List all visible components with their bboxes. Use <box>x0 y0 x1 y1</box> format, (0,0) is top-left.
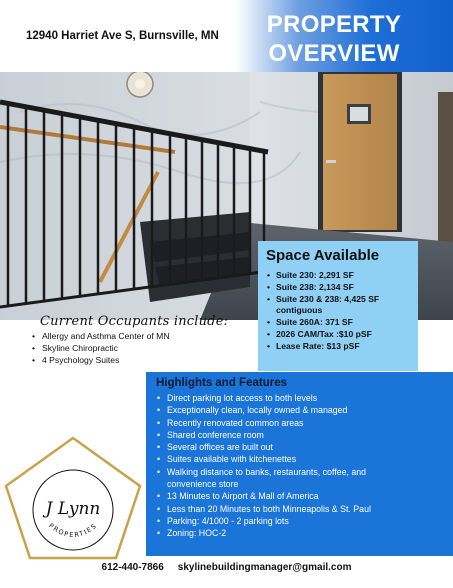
highlight-item: • Parking: 4/1000 - 2 parking lots <box>156 515 448 527</box>
space-item: • Suite 230 & 238: 4,425 SF <box>266 294 416 306</box>
space-item: • 2026 CAM/Tax :$10 pSF <box>266 329 416 341</box>
highlight-item: • Several offices are built out <box>156 441 448 453</box>
occupant-item: • Skyline Chiropractic <box>32 343 170 355</box>
email-address[interactable]: skylinebuildingmanager@gmail.com <box>177 562 352 573</box>
highlights-list <box>156 392 448 540</box>
highlight-item: • 13 Minutes to Airport & Mall of America <box>156 490 448 502</box>
logo-word: PROPERTIES <box>47 521 99 540</box>
phone-number[interactable]: 612-440-7866 <box>101 562 164 573</box>
space-available-list <box>266 270 416 353</box>
space-item-continuation: contiguous <box>276 305 323 316</box>
highlight-item: • Walking distance to banks, restaurants, coffee, and <box>156 466 448 478</box>
page-title <box>254 10 414 68</box>
space-item: • Lease Rate: $13 pSF <box>266 341 416 353</box>
highlight-item: • Direct parking lot access to both levels <box>156 392 448 404</box>
property-address: 12940 Harriet Ave S, Burnsville, MN <box>26 30 219 42</box>
highlight-item: • Zoning: HOC-2 <box>156 527 448 539</box>
space-item: • Suite 260A: 371 SF <box>266 317 416 329</box>
highlight-item: • Less than 20 Minutes to both Minneapolis & St. Paul <box>156 503 448 515</box>
occupant-item: • Allergy and Asthma Center of MN <box>32 331 170 343</box>
occupants-list <box>32 331 170 366</box>
highlight-item: • Exceptionally clean, locally owned & managed <box>156 404 448 416</box>
highlight-item: • Recently renovated common areas <box>156 417 448 429</box>
occupants-title: Current Occupants include: <box>40 314 229 329</box>
title-line-1: PROPERTY <box>266 11 402 38</box>
highlight-item-continuation: convenience store <box>167 479 239 490</box>
j-lynn-properties-logo <box>0 430 146 562</box>
space-item: • Suite 230: 2,291 SF <box>266 270 416 282</box>
highlights-title: Highlights and Features <box>156 377 287 389</box>
highlight-item: • Shared conference room <box>156 429 448 441</box>
contact-footer <box>0 562 453 582</box>
highlights-panel <box>146 372 453 556</box>
highlight-item: • Suites available with kitchenettes <box>156 453 448 465</box>
space-available-title: Space Available <box>266 247 380 264</box>
space-available-panel <box>258 241 418 371</box>
title-line-2: OVERVIEW <box>268 40 400 67</box>
occupant-item: • 4 Psychology Suites <box>32 355 170 367</box>
space-item: • Suite 238: 2,134 SF <box>266 282 416 294</box>
logo-monogram: J Lynn <box>45 499 101 519</box>
